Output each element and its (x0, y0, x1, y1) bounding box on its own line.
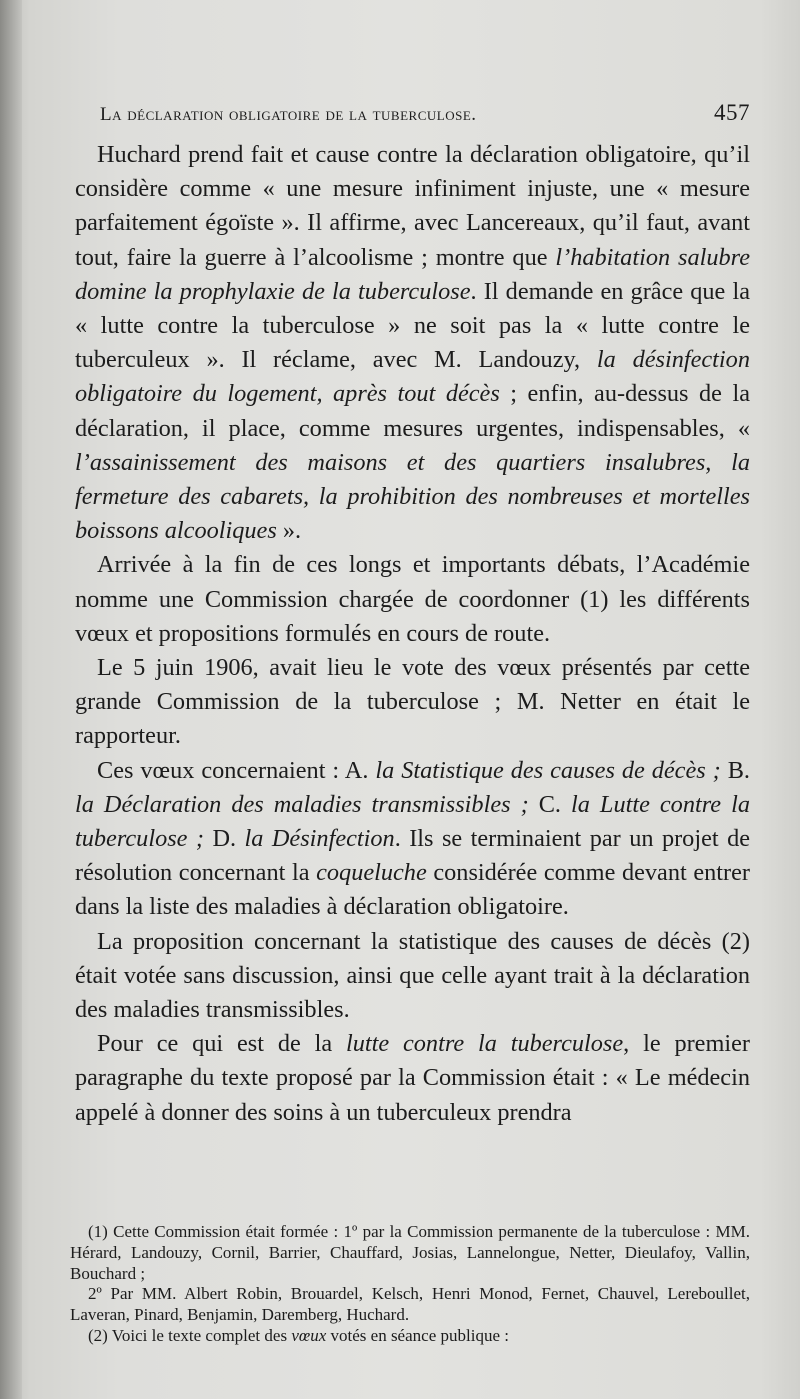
paragraph-p1 (75, 138, 750, 548)
italic-text: la Désinfection (244, 825, 395, 853)
italic-text: l’habitation salubre domine la prophylaxie de la tuberculose (75, 243, 750, 305)
footnotes (70, 1222, 750, 1347)
text-run: D. (204, 825, 245, 853)
footnote-n3 (70, 1326, 750, 1347)
running-title: La déclaration obligatoire de la tuberculose. (100, 104, 477, 125)
text-run: (1) Cette Commission était formée : 1º par la Commission permanente de la tuberculose : MM. Hérard, Landouzy, Cornil, Barrier, Chauffard, Josias, Lannelongue, Netter, Dieulafoy, Vallin, Bouchard ; (70, 1222, 750, 1283)
text-run: Le 5 juin 1906, avait lieu le vote des vœux présentés par cette grande Commission de la tuberculose ; M. Netter en était le rapporteur. (75, 654, 750, 750)
italic-text: la Statistique des causes de décès ; (375, 756, 721, 784)
text-run: considérée comme devant entrer dans la liste des maladies à déclaration obligatoire. (75, 859, 750, 921)
italic-text: la désinfection obligatoire du logement, après tout décès (75, 346, 750, 408)
page-gutter (0, 0, 22, 1399)
footnote-n1 (70, 1222, 750, 1284)
text-run: C. (528, 790, 572, 818)
footnote-n2 (70, 1284, 750, 1326)
text-run: Ces vœux concernaient : A. (97, 756, 376, 784)
paragraph-p4 (75, 754, 750, 925)
italic-text: l’assainissement des maisons et des quartiers insalubres, la fermeture des cabarets, la prohibition des nombreuses et mortelles boissons alcooliques (75, 448, 750, 545)
text-run: , le premier paragraphe du texte proposé par la Commission était : « Le médecin appelé à donner des soins à un tuberculeux prendra (75, 1030, 750, 1126)
paragraph-p3 (75, 651, 750, 754)
text-run: 2º Par MM. Albert Robin, Brouardel, Kelsch, Henri Monod, Fernet, Chauvel, Lereboullet, Laveran, Pinard, Benjamin, Daremberg, Huchard. (70, 1284, 750, 1325)
italic-text: lutte contre la tuberculose (345, 1030, 624, 1058)
italic-text: la Déclaration des maladies transmissibles ; (75, 790, 529, 818)
text-run: B. (720, 756, 751, 784)
text-run: (2) Voici le texte complet des (88, 1325, 292, 1345)
text-run: Huchard prend fait et cause contre la déclaration obligatoire, qu’il considère comme « une mesure infiniment injuste, une « mesure parfaitement égoïste ». Il affirme, avec Lancereaux, qu’il faut, avant tout, faire la guerre à l’alcoolisme ; montre que (75, 141, 750, 271)
paragraph-p2 (75, 548, 750, 651)
page-number: 457 (714, 100, 750, 125)
paragraph-p5 (75, 925, 750, 1028)
italic-text: coqueluche (316, 859, 427, 887)
text-run: . Ils se terminaient par un projet de résolution concernant la (75, 825, 750, 887)
text-run: votés en séance publique : (326, 1325, 509, 1345)
italic-text: la Lutte contre la tuberculose ; (75, 790, 750, 853)
body-text (75, 138, 750, 1130)
text-run: Arrivée à la fin de ces longs et importants débats, l’Académie nomme une Commission chargée de coordonner (1) les différents vœux et propositions formulés en cours de route. (75, 551, 750, 647)
paragraph-p6 (75, 1027, 750, 1130)
text-run: ; enfin, au-dessus de la déclaration, il place, comme mesures urgentes, indispensables, « (75, 380, 750, 442)
text-run: Pour ce qui est de la (97, 1030, 346, 1058)
running-header (100, 100, 750, 130)
text-run: ». (276, 517, 302, 545)
italic-text: vœux (291, 1325, 327, 1345)
text-run: La proposition concernant la statistique des causes de décès (2) était votée sans discussion, ainsi que celle ayant trait à la déclaration des maladies transmissibles. (75, 927, 750, 1024)
text-run: . Il demande en grâce que la « lutte contre la tuberculose » ne soit pas la « lutte contre le tuberculeux ». Il réclame, avec M. Landouzy, (75, 277, 751, 374)
